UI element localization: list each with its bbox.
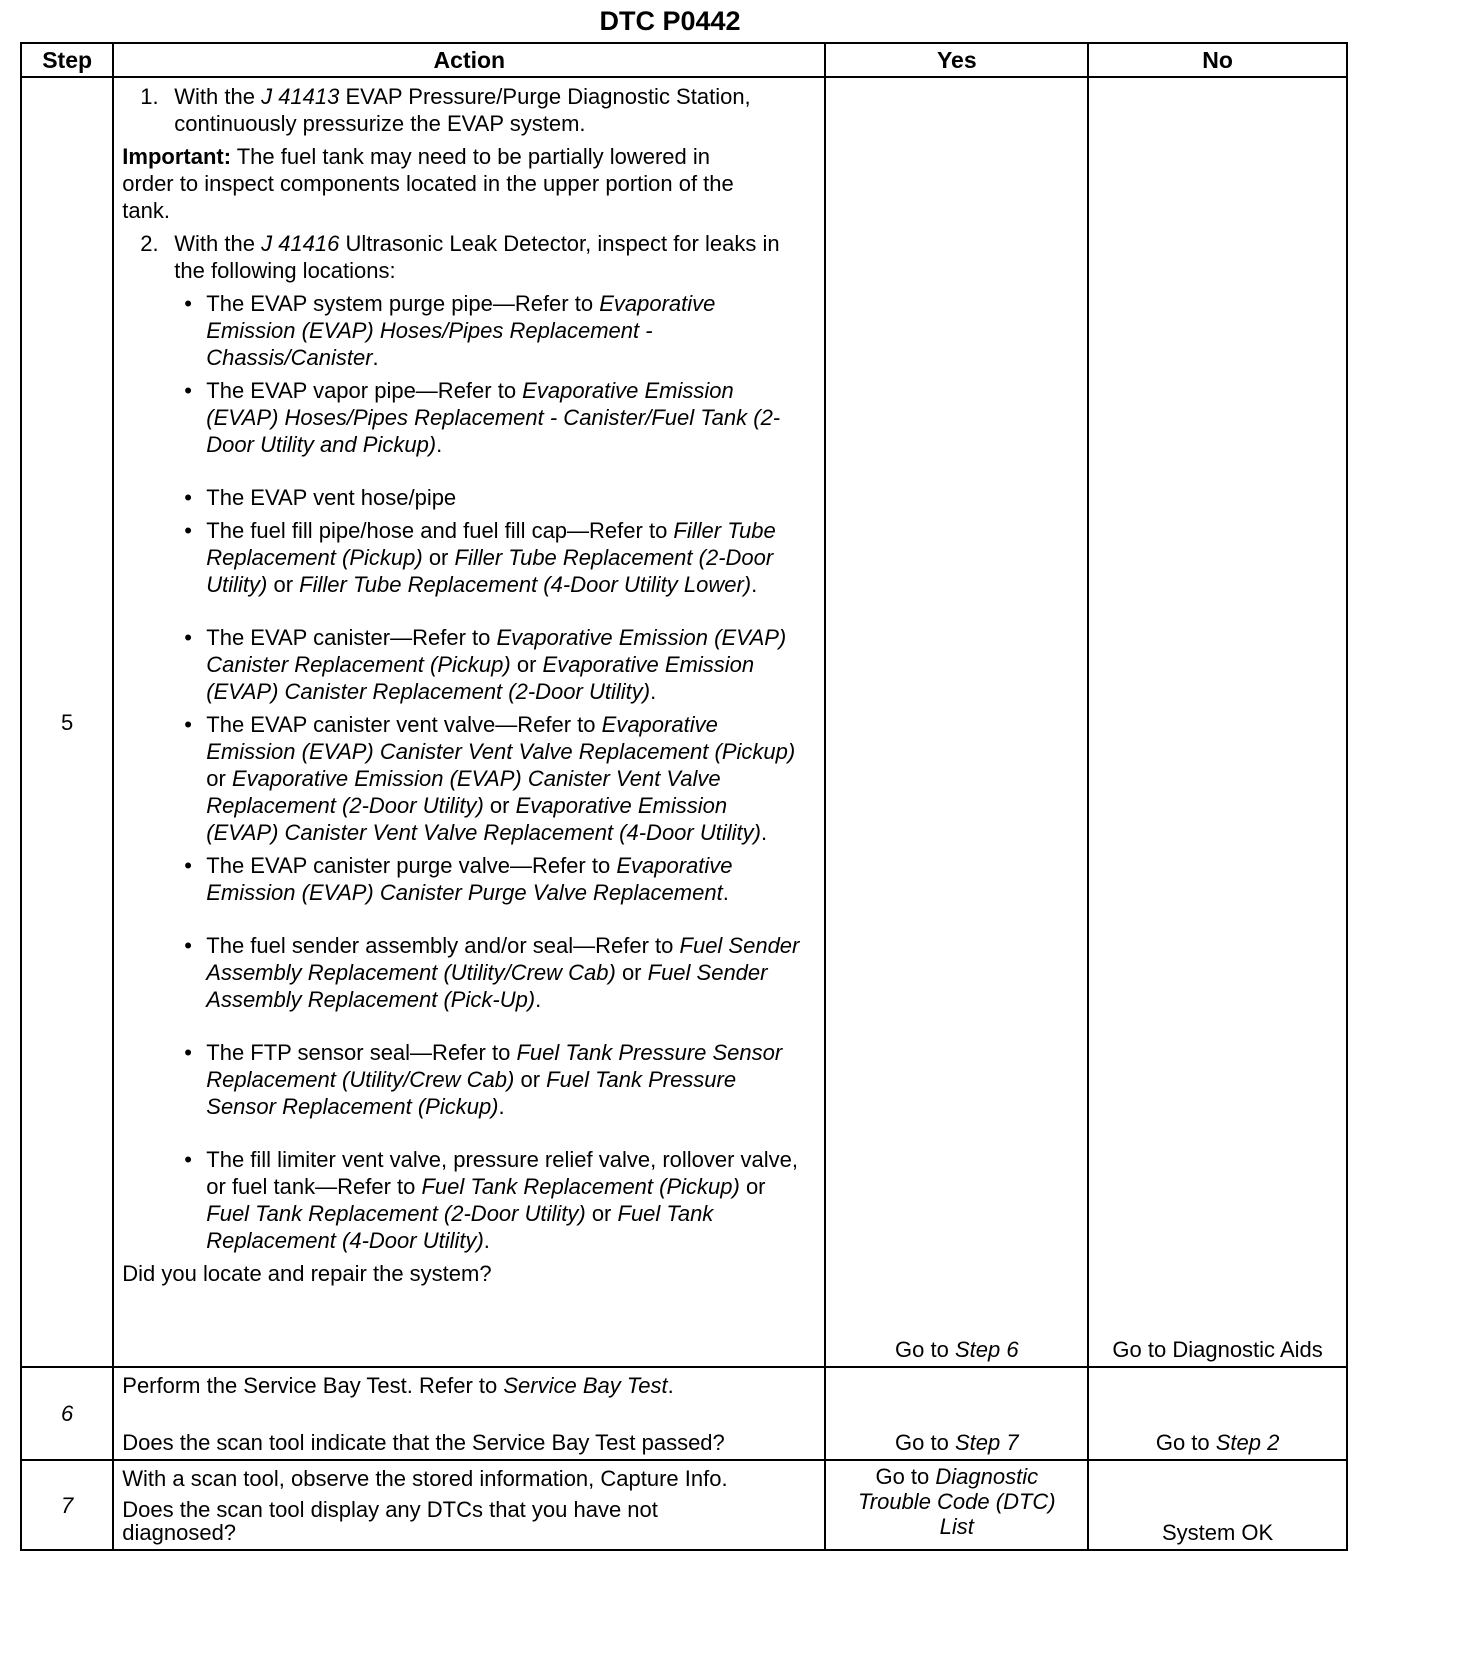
list-item-text: The EVAP vapor pipe—Refer to Evaporative Emission (EVAP) Hoses/Pipes Replacement - Canister/Fuel Tank (2-Door Utility and Pickup).: [206, 378, 781, 457]
yes-cell: Go to Diagnostic Trouble Code (DTC) List: [825, 1460, 1088, 1550]
step-number: 6: [21, 1367, 113, 1460]
no-cell: Go to Step 2: [1088, 1367, 1347, 1460]
list-item-text: The FTP sensor seal—Refer to Fuel Tank Pressure Sensor Replacement (Utility/Crew Cab) or Fuel Tank Pressure Sensor Replacement (Pickup).: [206, 1040, 783, 1119]
header-action: Action: [113, 43, 825, 77]
list-item: [122, 377, 804, 458]
list-item: [122, 932, 804, 1013]
list-item: [122, 484, 804, 511]
list-item-text: The EVAP canister purge valve—Refer to Evaporative Emission (EVAP) Canister Purge Valve Replacement.: [206, 853, 733, 905]
list-item-text: The fill limiter vent valve, pressure relief valve, rollover valve, or fuel tank—Refer to Fuel Tank Replacement (Pickup) or Fuel Tank Replacement (2-Door Utility) or Fuel Tank Replacement (4-Door Utility).: [206, 1147, 799, 1253]
procedure-link[interactable]: Evaporative Emission (EVAP) Hoses/Pipes Replacement - Chassis/Canister: [206, 291, 716, 370]
procedure-link[interactable]: Evaporative Emission (EVAP) Canister Vent Valve Replacement (Pickup): [206, 712, 796, 764]
action-cell: [113, 77, 825, 1367]
item-number: 2.: [140, 231, 159, 256]
inspection-locations-list: [122, 290, 804, 1254]
list-item: [122, 1039, 804, 1120]
procedure-link[interactable]: Fuel Tank Replacement (4-Door Utility): [206, 1201, 714, 1253]
procedure-link[interactable]: Fuel Tank Replacement (2-Door Utility): [206, 1201, 586, 1226]
step-number: 5: [21, 77, 113, 1367]
procedure-link[interactable]: Fuel Tank Replacement (Pickup): [421, 1174, 740, 1199]
header-yes: Yes: [825, 43, 1088, 77]
procedure-link[interactable]: Fuel Tank Pressure Sensor Replacement (Utility/Crew Cab): [206, 1040, 783, 1092]
bullet-icon: •: [184, 712, 192, 737]
action-text: Perform the Service Bay Test. Refer to Service Bay Test.: [122, 1373, 674, 1398]
bullet-icon: •: [184, 853, 192, 878]
bullet-icon: •: [184, 625, 192, 650]
procedure-link[interactable]: Evaporative Emission (EVAP) Canister Replacement (Pickup): [206, 625, 787, 677]
numbered-item-1: [122, 83, 804, 137]
dtc-list-link[interactable]: Diagnostic Trouble Code (DTC) List: [857, 1464, 1056, 1539]
no-cell: Go to Diagnostic Aids: [1088, 77, 1347, 1367]
item-text: With the J 41416 Ultrasonic Leak Detector, inspect for leaks in the following locations:: [174, 231, 780, 283]
step-number: 7: [21, 1460, 113, 1550]
step-link[interactable]: Step 7: [954, 1430, 1019, 1455]
yes-cell: Go to Step 6: [825, 77, 1088, 1367]
diagnostic-table: [20, 42, 1348, 1551]
question-text: Does the scan tool display any DTCs that you have not diagnosed?: [122, 1497, 658, 1545]
table-row-step-7: [21, 1460, 1347, 1550]
item-number: 1.: [140, 84, 159, 109]
procedure-link[interactable]: Filler Tube Replacement (2-Door Utility): [206, 545, 774, 597]
procedure-link[interactable]: Evaporative Emission (EVAP) Canister Purge Valve Replacement: [206, 853, 733, 905]
page-title: DTC P0442: [599, 6, 741, 36]
header-no: No: [1088, 43, 1347, 77]
service-bay-test-link[interactable]: Service Bay Test: [503, 1373, 668, 1398]
step-link[interactable]: Step 2: [1215, 1430, 1280, 1455]
procedure-link[interactable]: Filler Tube Replacement (Pickup): [206, 518, 776, 570]
list-item-text: The EVAP system purge pipe—Refer to Evaporative Emission (EVAP) Hoses/Pipes Replacement - Chassis/Canister.: [206, 291, 716, 370]
procedure-link[interactable]: Evaporative Emission (EVAP) Canister Replacement (2-Door Utility): [206, 652, 755, 704]
list-item-text: The EVAP vent hose/pipe: [206, 485, 457, 510]
table-row-step-6: [21, 1367, 1347, 1460]
bullet-icon: •: [184, 518, 192, 543]
important-label: Important:: [122, 144, 232, 169]
action-cell: [113, 1460, 825, 1550]
important-note: [122, 143, 804, 224]
bullet-icon: •: [184, 485, 192, 510]
list-item-text: The fuel sender assembly and/or seal—Refer to Fuel Sender Assembly Replacement (Utility/Crew Cab) or Fuel Sender Assembly Replacement (Pick-Up).: [206, 933, 800, 1012]
procedure-link[interactable]: Fuel Sender Assembly Replacement (Utility/Crew Cab): [206, 933, 800, 985]
list-item: [122, 517, 804, 598]
list-item: [122, 290, 804, 371]
procedure-link[interactable]: Fuel Tank Pressure Sensor Replacement (Pickup): [206, 1067, 737, 1119]
list-item-text: The EVAP canister—Refer to Evaporative Emission (EVAP) Canister Replacement (Pickup) or Evaporative Emission (EVAP) Canister Replacement (2-Door Utility).: [206, 625, 787, 704]
question-text: Did you locate and repair the system?: [122, 1261, 492, 1286]
procedure-link[interactable]: Evaporative Emission (EVAP) Hoses/Pipes Replacement - Canister/Fuel Tank (2-Door Utility and Pickup): [206, 378, 781, 457]
procedure-link[interactable]: Filler Tube Replacement (4-Door Utility Lower): [299, 572, 752, 597]
list-item: [122, 624, 804, 705]
question-text: Does the scan tool indicate that the Service Bay Test passed?: [122, 1430, 725, 1455]
procedure-link[interactable]: Fuel Sender Assembly Replacement (Pick-Up): [206, 960, 768, 1012]
list-item: [122, 711, 804, 846]
procedure-link[interactable]: Evaporative Emission (EVAP) Canister Vent Valve Replacement (4-Door Utility): [206, 793, 761, 845]
bullet-icon: •: [184, 933, 192, 958]
yes-cell: Go to Step 7: [825, 1367, 1088, 1460]
table-row-step-5: [21, 77, 1347, 1367]
list-item: [122, 852, 804, 906]
action-text: With a scan tool, observe the stored information, Capture Info.: [122, 1466, 728, 1491]
list-item: [122, 1146, 804, 1254]
bullet-icon: •: [184, 1147, 192, 1172]
action-cell: [113, 1367, 825, 1460]
no-cell: System OK: [1088, 1460, 1347, 1550]
list-item-text: The fuel fill pipe/hose and fuel fill cap—Refer to Filler Tube Replacement (Pickup) or Filler Tube Replacement (2-Door Utility) or Filler Tube Replacement (4-Door Utility Lower).: [206, 518, 776, 597]
bullet-icon: •: [184, 291, 192, 316]
list-item-text: The EVAP canister vent valve—Refer to Evaporative Emission (EVAP) Canister Vent Valve Replacement (Pickup) or Evaporative Emission (EVAP) Canister Vent Valve Replacement (2-Door Utility) or Evaporative Emission (EVAP) Canister Vent Valve Replacement (4-Door Utility).: [206, 712, 796, 845]
procedure-link[interactable]: Evaporative Emission (EVAP) Canister Vent Valve Replacement (2-Door Utility): [206, 766, 721, 818]
header-row: [21, 43, 1347, 77]
item-text: With the J 41413 EVAP Pressure/Purge Diagnostic Station, continuously pressurize the EVAP system.: [174, 84, 751, 136]
header-step: Step: [21, 43, 113, 77]
step-link[interactable]: Step 6: [954, 1337, 1019, 1362]
important-text: The fuel tank may need to be partially lowered in order to inspect components located in the upper portion of the tank.: [122, 144, 734, 223]
bullet-icon: •: [184, 1040, 192, 1065]
numbered-item-2: [122, 230, 804, 284]
bullet-icon: •: [184, 378, 192, 403]
